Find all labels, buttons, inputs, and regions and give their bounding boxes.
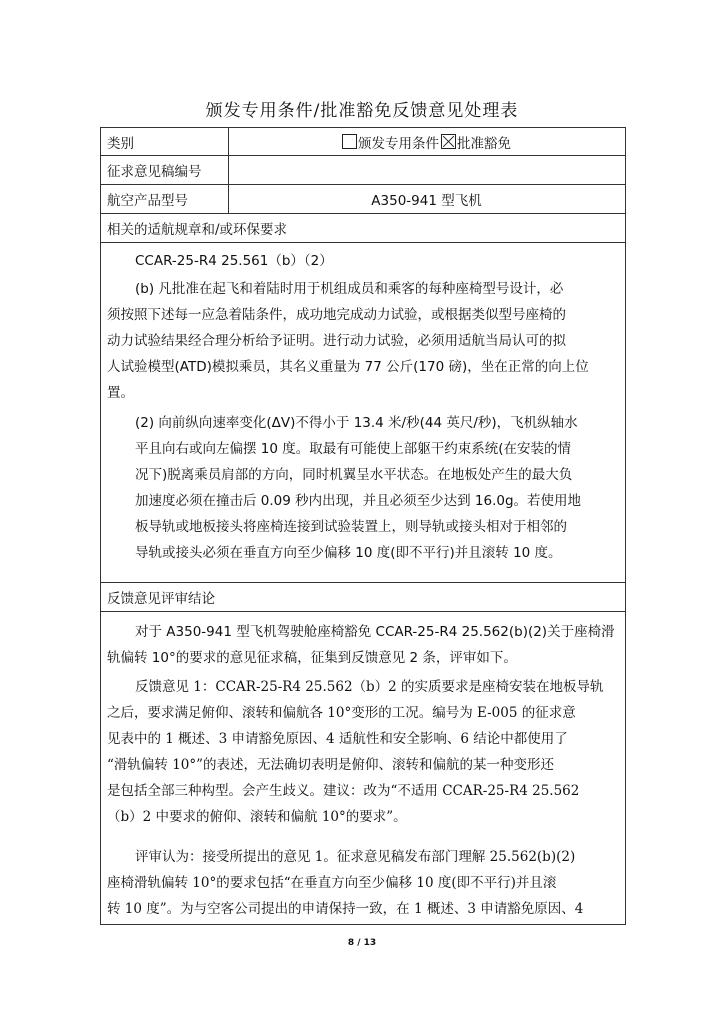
regulation-header-row [101,214,625,243]
category-label: 类别 [107,135,134,152]
fb-p1-line: 对于 A350-941 型飞机驾驶舱座椅豁免 CCAR-25-R4 25.562(b)(2)关于座椅滑 [135,624,615,640]
p2-para-line: 导轨或接头必须在垂直方向至少偏移 10 度(即不平行)并且滚转 10 度。 [135,545,562,561]
feedback-header-row [101,583,625,612]
b-para-line: 动力试验结果经合理分析给予证明。进行动力试验，必须用适航当局认可的拟 [107,333,566,349]
b-para-line: 置。 [107,385,134,401]
fb-p3-line: 转 10 度”。为与空客公司提出的申请保持一致，在 1 概述、3 申请豁免原因、4 [107,901,584,917]
fb-p2-line: 反馈意见 1：CCAR-25-R4 25.562（b）2 的实质要求是座椅安装在地板导轨 [135,679,604,695]
fb-p2-line: 是包括全部三种构型。会产生歧义。建议：改为“不适用 CCAR-25-R4 25.562 [107,783,580,799]
feedback-content-row [101,612,625,924]
page-number: 8 / 13 [347,938,377,948]
b-para-line: (b) 凡批准在起飞和着陆时用于机组成员和乘客的每种座椅型号设计，必 [135,281,564,297]
regulation-text-row [101,243,625,583]
category-options [228,128,625,155]
fb-p3-line: 评审认为：接受所提出的意见 1。征求意见稿发布部门理解 25.562(b)(2) [135,849,576,865]
product-model-value: A350-941 型飞机 [371,193,482,209]
draft-number-row [101,156,625,185]
fb-p2-line: （b）2 中要求的俯仰、滚转和偏航 10°的要求”。 [107,809,407,825]
b-para-line: 须按照下述每一应急着陆条件，成功地完成动力试验，或根据类似型号座椅的 [107,307,566,323]
exemption-option-label: 批准豁免 [457,135,511,152]
fb-p3-line: 座椅滑轨偏转 10°的要求包括“在垂直方向至少偏移 10 度(即不平行)并且滚 [107,875,557,891]
draft-number-label: 征求意见稿编号 [107,164,202,180]
fb-p2-line: 见表中的 1 概述、3 申请豁免原因、4 适航性和安全影响、6 结论中都使用了 [107,731,568,747]
product-model-label: 航空产品型号 [107,193,188,209]
special-condition-checkbox[interactable] [342,134,357,149]
draft-number-value [228,156,625,184]
p2-para-line: 加速度必须在撞击后 0.09 秒内出现，并且必须至少达到 16.0g。若使用地 [135,493,582,509]
regulation-label: 相关的适航规章和/或环保要求 [107,222,288,238]
fb-p2-line: 之后，要求满足俯仰、滚转和偏航各 10°变形的工况。编号为 E-005 的征求意 [107,705,576,721]
document-title: 颁发专用条件/批准豁免反馈意见处理表 [205,101,519,121]
p2-para-line: (2) 向前纵向速率变化(ΔV)不得小于 13.4 米/秒(44 英尺/秒)，飞机纵轴水 [135,415,578,431]
b-para-line: 人试验模型(ATD)模拟乘员，其名义重量为 77 公斤(170 磅)，坐在正常的向上位 [107,359,589,375]
special-condition-option-label: 颁发专用条件 [358,135,439,152]
p2-para-line: 平且向右或向左偏摆 10 度。取最有可能使上部躯干约束系统(在安装的情 [135,441,572,457]
p2-para-line: 板导轨或地板接头将座椅连接到试验装置上，则导轨或接头相对于相邻的 [135,519,567,535]
p2-para-line: 况下)脱离乘员肩部的方向，同时机翼呈水平状态。在地板处产生的最大负 [135,467,573,483]
feedback-label: 反馈意见评审结论 [107,591,215,607]
product-model-row [101,185,625,214]
category-row [101,128,625,156]
fb-p2-line: “滑轨偏转 10°”的表述，无法确切表明是俯仰、滚转和偏航的某一种变形还 [107,757,555,773]
feedback-form-table [100,127,626,925]
exemption-checkbox[interactable] [441,134,456,149]
regulation-reference: CCAR-25-R4 25.561（b）（2） [135,253,333,269]
fb-p1-line: 轨偏转 10°的要求的意见征求稿，征集到反馈意见 2 条，评审如下。 [107,650,517,666]
